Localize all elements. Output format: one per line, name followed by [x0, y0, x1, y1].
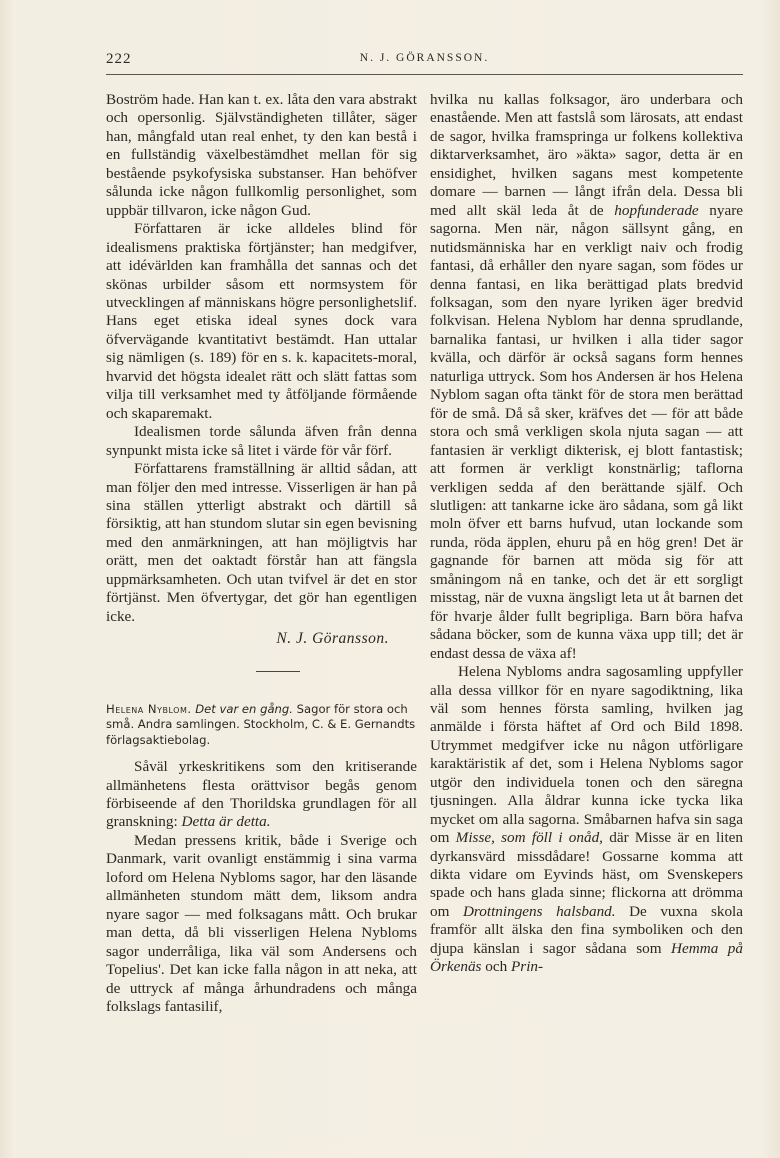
paragraph	[106, 758, 417, 832]
paragraph-text: nyare sagorna. Men när, någon sällsynt gång, en nutidsmänniska har en verkligt naiv och frodig fantasi, då erhåller den nyare sagan, som födes ur denna fantasi, en lika berättigad plats bredvid folksagan, som den nyare lyriken äger bredvid folkvisan. Helena Nyblom har denna sprudlande, barnalika fantasi, ur hvilken i alla tider sagor kvälla, och därför är också sagans form hennes naturliga uttryck. Som hos Andersen är hos Helena Nyblom sagan ofta tänkt för de stora men berättad för de små. Då så sker, kräfves det — för att både stora och små verkligen skola njuta sagan — att fantasien är verkligt dikterisk, ej blott fantastisk; att formen är verkligt konstnärlig; taflorna verkligen sedda af den berättande själf. Och slutligen: att tankarne icke äro sådana, som gå likt moln öfver ett barns hufvud, utan lockande som runda, röda äpplen, ehuru på en hög gren! Det är gagnande för barnen att möda sig för att småningom nå en tanke, och det är ett sorgligt misstag, när de vuxna ängsligt leta ut åt barnen det för hvarje ålder fullt begripliga. Barn böra hafva sådana böcker, som de kunna växa upp till; det är endast dessa de växa af!	[430, 201, 744, 662]
review-details: Sagor för stora och små. Andra samlingen. Stockholm, C. & E. Gernandts förlagsaktiebolag.	[106, 701, 416, 747]
paragraph-text: De vuxna skola framför allt älska den fina symboliken och den djupa känslan i sagor sådana som	[430, 902, 744, 957]
section-divider	[256, 671, 300, 672]
italic-phrase: Prin-	[511, 958, 544, 976]
paragraph-text: hvilka nu kallas folksagor, äro underbara och enastående. Men att fastslå som lärosats, att endast de sagor, hvilka framspringa ur folkens kollektiva diktarverksamhet, äro »äkta» sagor, detta är en ensidighet, hvilken sagans mest kompetente domare — barnen — långt ifrån dela. Dessa bli med allt skäl leda åt de	[430, 91, 743, 219]
paragraph	[430, 91, 743, 663]
paragraph	[430, 663, 743, 977]
paragraph-text: Helena Nybloms andra sagosamling uppfyller alla dessa villkor för en nyare sagodiktning, lika väl som hennes första samling, hvilken jag anmälde i första häftet af Ord och Bild 1898. Utrymmet medgifver icke nu någon utförligare karaktäristik af det, som i Helena Nybloms sagor utgör den individuela tonen och den säregna tjusningen. Alla åldrar kunna icke tycka lika mycket om alla sagorna. Småbarnen hafva sin saga om	[430, 663, 743, 847]
page-header	[106, 49, 743, 71]
paragraph: Medan pressens kritik, både i Sverige och Danmark, varit ovanligt enstämmig i sina varma loford om Helena Nybloms sagor, har den läsande allmänheten stundom mätt dem, liksom andra nyare sagor — med folksagans mått. Och brukar man detta, då bli visserligen Helena Nybloms sagor underråliga, lika väl som Andersens och Topelius'. Det kan icke falla någon in att neka, att de uttryck af många århundradens och många folkslags fantasilif,	[106, 831, 417, 1015]
italic-phrase: Drottningens halsband.	[462, 902, 616, 920]
header-rule	[106, 74, 743, 75]
italic-phrase: Misse, som föll i onåd,	[455, 829, 603, 847]
paragraph-text: där Misse är en liten dyrkansvärd missdådare! Gossarne komma att dikta vidare om Eyvinds häst, om Svenskepers spade och hans glada sinne; flickorna att drömma om	[430, 829, 744, 920]
left-column	[106, 91, 417, 1016]
review-heading	[106, 702, 417, 749]
running-head: N. J. GÖRANSSON.	[359, 52, 490, 64]
italic-phrase: hopfunderade	[614, 201, 699, 219]
paragraph: Idealismen torde sålunda äfven från denna synpunkt mista icke så litet i värde för vår förf.	[106, 423, 417, 459]
paragraph-text: och	[485, 958, 508, 976]
paragraph: Boström hade. Han kan t. ex. låta den vara abstrakt och opersonlig. Självständigheten tillåter, säger han, mångfald utan real enhet, ty den kan bestå i en fullständig växelbestämdhet mellan för sig bestående psykofysiska substanser. Han behöfver sålunda icke någon fullkomlig personlighet, som uppbär tillvaron, icke någon Gud.	[106, 91, 417, 219]
review-title: Det var en gång.	[195, 701, 293, 716]
paragraph: Författaren är icke alldeles blind för idealismens praktiska förtjänster; han medgifver, att idévärlden kan framhålla det sannas och det skönas urbilder såsom ett normsystem för utvecklingen af människans högre personlighetslif. Hans eget etiska ideal synes dock vara öfvervägande kvantitativt bestämdt. Han uttalar sig nämligen (s. 189) för en s. k. kapacitets-moral, hvarvid det högsta idealet rätt och slätt fattas som vilja till verksamhet med ty åtföljande förmående och skaparemakt.	[106, 220, 417, 422]
author-signature: N. J. Göransson.	[276, 630, 389, 648]
right-column	[430, 91, 743, 977]
paragraph: Författarens framställning är alltid sådan, att man följer den med intresse. Visserligen är han på sina ställen ytterligt abstrakt och därtill så försiktig, att han stundom slutar sin egen bevisning med den anmärkningen, att han möjligtvis har orätt, men det oaktadt förstår han att fängsla uppmärksamheten. Och utan tvifvel är det en stor förtjänst. Men öfvertygar, det gör han egentligen icke.	[106, 460, 417, 625]
italic-phrase: Detta är detta.	[181, 813, 271, 831]
page-number: 222	[106, 51, 132, 67]
paragraph-text: Såväl yrkeskritikens som den kritiserande allmänhetens flesta orättvisor begås genom förbiseende af den Thorildska grundlagen för all granskning:	[106, 758, 417, 831]
review-author: Helena Nyblom.	[106, 701, 192, 716]
italic-phrase: Hemma på Örkenäs	[430, 939, 743, 976]
